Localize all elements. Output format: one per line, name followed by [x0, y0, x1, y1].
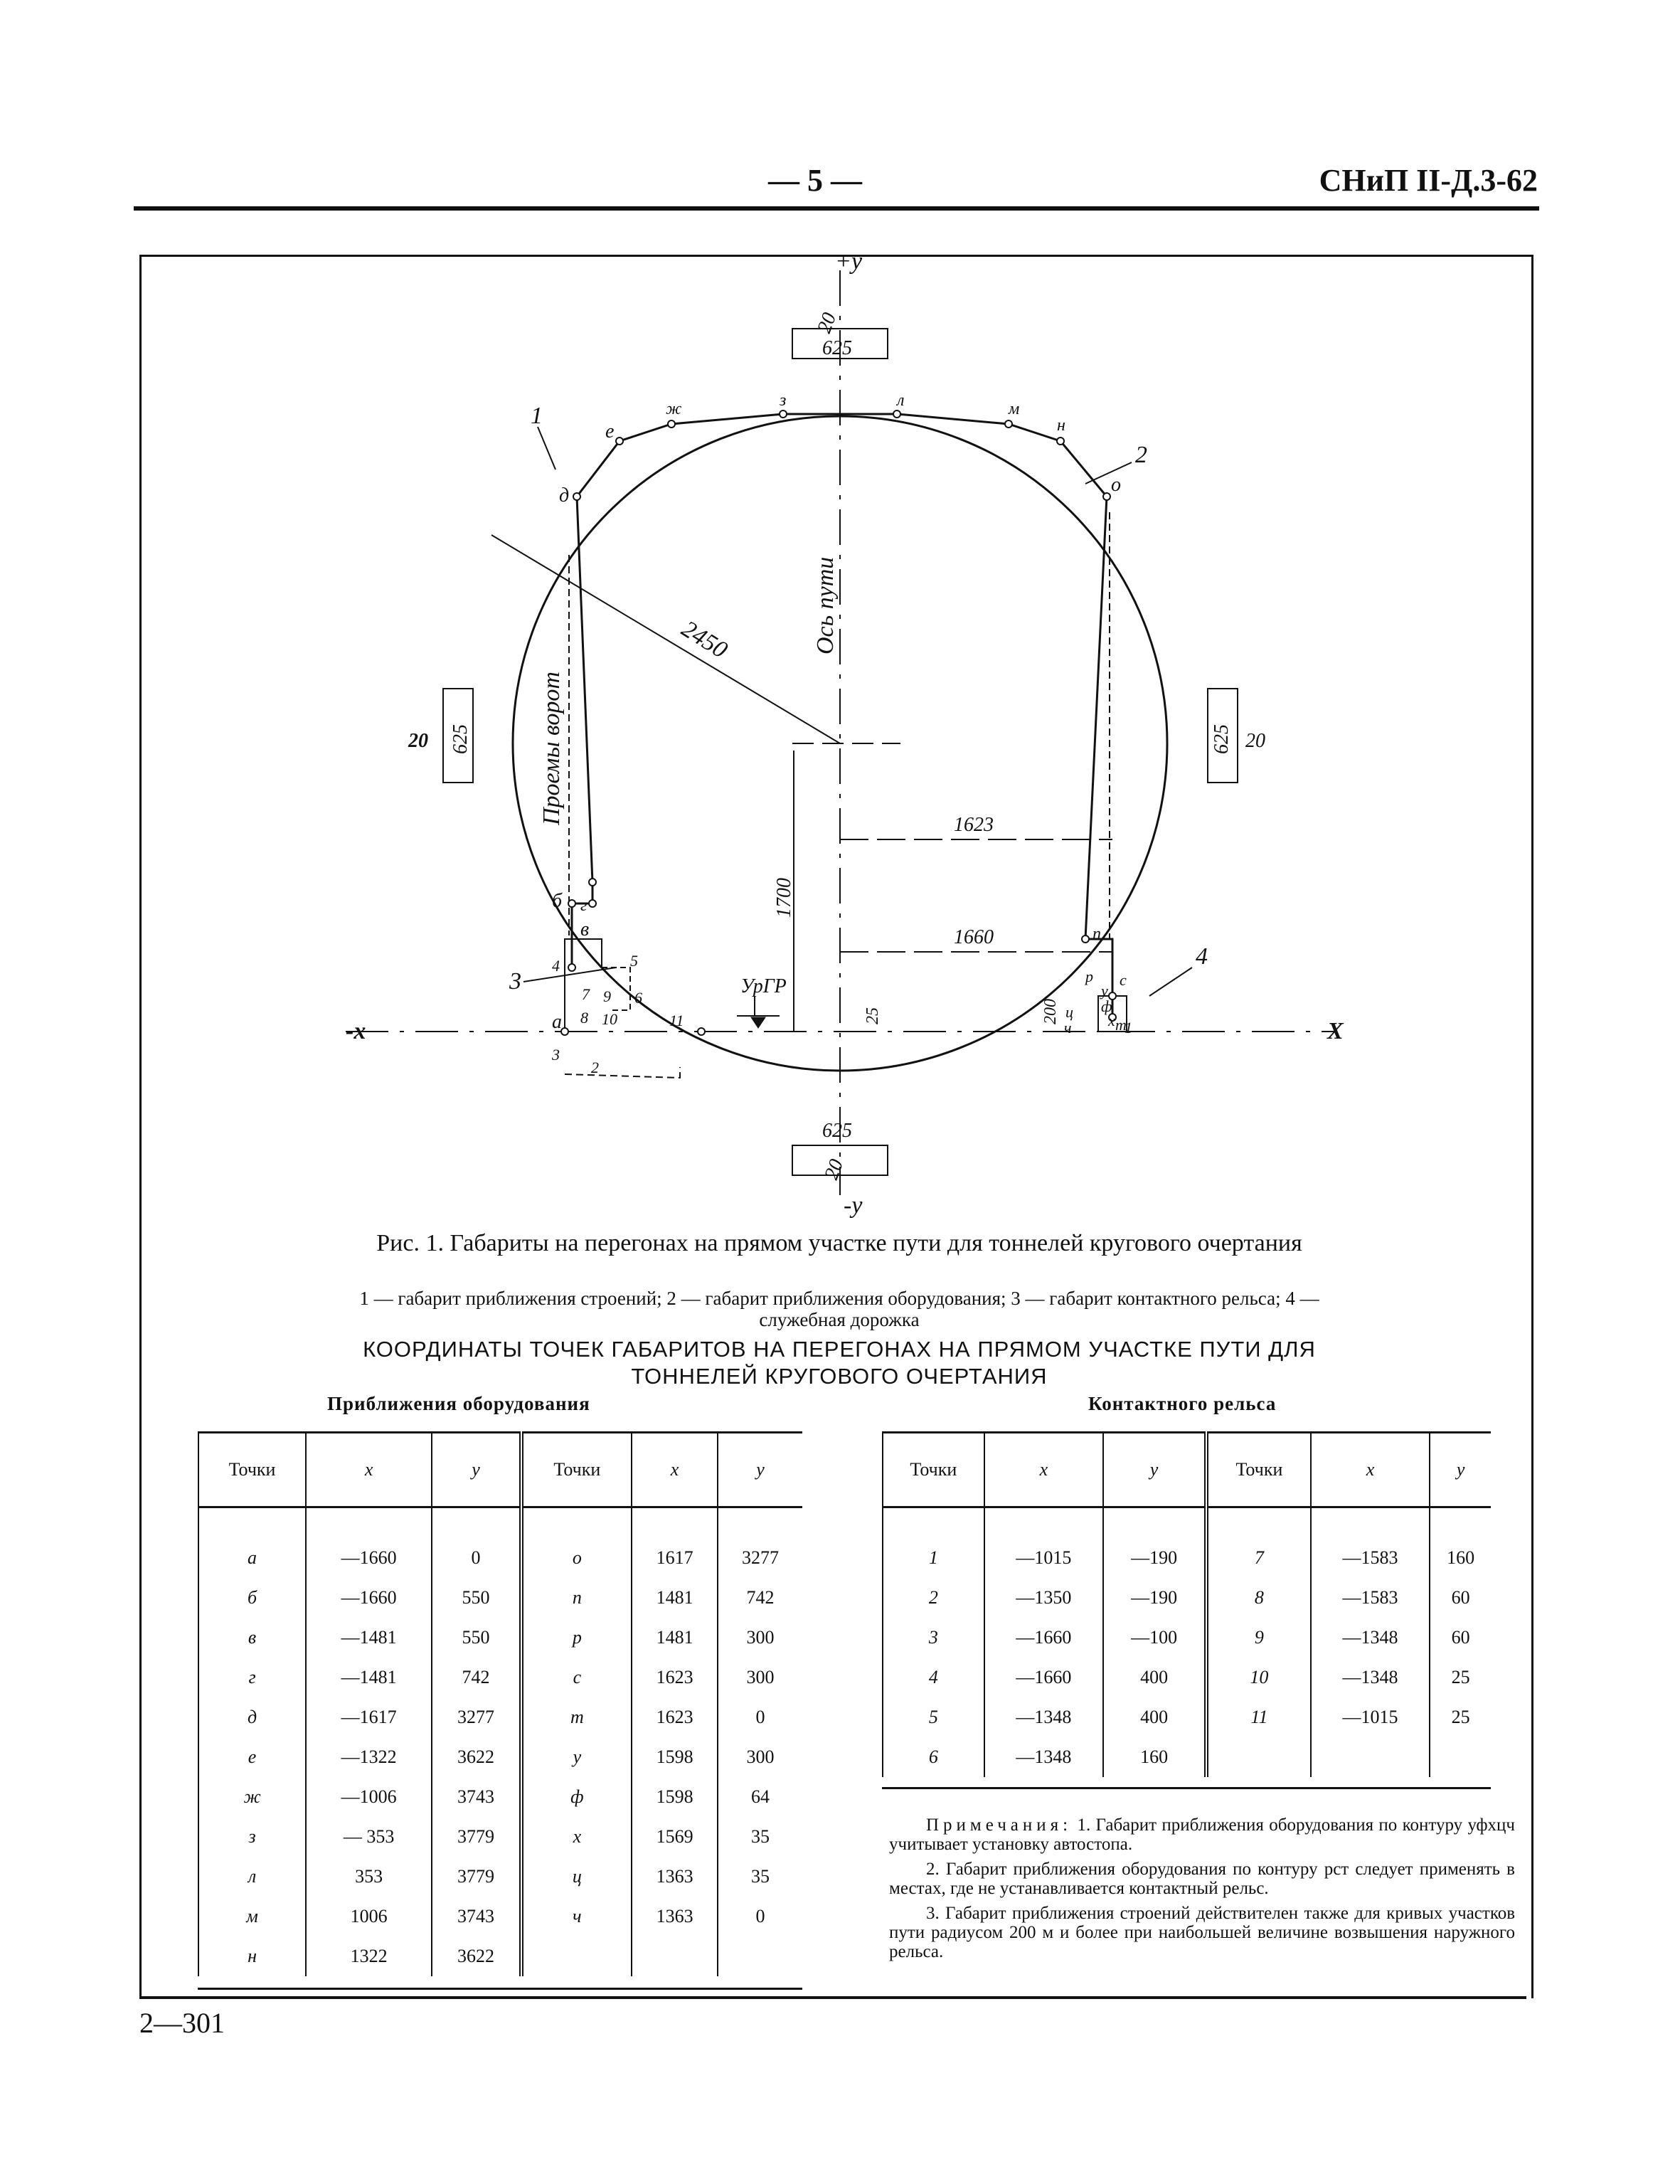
table-cell: р: [521, 1618, 632, 1658]
gate-openings-label: Проемы ворот: [538, 672, 565, 825]
header-rule: [134, 206, 1539, 211]
point-s: с: [1120, 971, 1127, 989]
dim-200: 200: [1041, 999, 1060, 1024]
table-cell: д: [198, 1697, 306, 1737]
table-cell: 60: [1430, 1618, 1491, 1658]
coordinates-title: КООРДИНАТЫ ТОЧЕК ГАБАРИТОВ НА ПЕРЕГОНАХ НА ПРЯМОМ УЧАСТКЕ ПУТИ ДЛЯ ТОННЕЛЕЙ КРУГОВОГО ОЧЕРТАНИЯ: [363, 1337, 1316, 1389]
equipment-table-label: Приближения оборудования: [327, 1393, 590, 1414]
table-cell: 400: [1103, 1697, 1206, 1737]
table-header-row: [198, 1433, 802, 1507]
sheet-number: 2—301: [139, 2007, 225, 2039]
footer-rule: [139, 1996, 1526, 1999]
table-row: [198, 1618, 802, 1658]
table-cell: —1583: [1311, 1538, 1430, 1578]
table-cell: [718, 1936, 802, 1976]
table-cell: 10: [1206, 1658, 1311, 1697]
table-cell: 8: [1206, 1578, 1311, 1618]
dim-25: 25: [863, 1007, 882, 1024]
point-ch: ч: [1064, 1019, 1072, 1037]
table-row: [198, 1777, 802, 1817]
dim-1660: 1660: [954, 926, 994, 948]
table-cell: а: [198, 1538, 306, 1578]
table-cell: 1569: [632, 1817, 718, 1857]
point-o: о: [1111, 474, 1121, 496]
point-r: р: [1085, 968, 1093, 985]
table-cell: 1363: [632, 1857, 718, 1897]
point-n: н: [1057, 416, 1065, 435]
rail-point-2: 2: [591, 1059, 599, 1076]
table-header-row: [883, 1433, 1491, 1507]
table-row: [198, 1578, 802, 1618]
dim-625-top: 625: [822, 337, 852, 359]
table-cell: е: [198, 1737, 306, 1777]
rail-point-1: 1: [1125, 1019, 1132, 1037]
table-cell: 1481: [632, 1578, 718, 1618]
table-cell: 1598: [632, 1737, 718, 1777]
table-row: [883, 1578, 1491, 1618]
table-cell: 353: [306, 1857, 432, 1897]
table-cell: 1623: [632, 1658, 718, 1697]
table-cell: 2: [883, 1578, 984, 1618]
table-cell: 64: [718, 1777, 802, 1817]
axis-x-right-label: X: [1327, 1018, 1344, 1044]
point-m: м: [1009, 400, 1020, 418]
rail-table-bottom-rule: [882, 1787, 1491, 1789]
track-axis-label: Ось пути: [812, 556, 839, 654]
table-cell: 5: [883, 1697, 984, 1737]
table-row: [883, 1658, 1491, 1697]
dim-20-bottom: 20: [820, 1156, 849, 1183]
table-cell: 60: [1430, 1578, 1491, 1618]
table-cell: 9: [1206, 1618, 1311, 1658]
table-cell: м: [198, 1897, 306, 1936]
contour-number-4: 4: [1196, 943, 1208, 970]
table-cell: 1481: [632, 1618, 718, 1658]
dim-625-bottom: 625: [822, 1120, 852, 1142]
dim-625-left: 625: [450, 724, 472, 754]
table-cell: 300: [718, 1737, 802, 1777]
table-cell: 742: [718, 1578, 802, 1618]
table-cell: 11: [1206, 1697, 1311, 1737]
col-x-2: x: [632, 1433, 718, 1507]
notes-heading: Примечания:: [926, 1815, 1073, 1835]
col-x-2: x: [1311, 1433, 1430, 1507]
table-cell: 3779: [432, 1817, 521, 1857]
table-cell: у: [521, 1737, 632, 1777]
table-cell: ч: [521, 1897, 632, 1936]
dim-625-right: 625: [1211, 724, 1233, 754]
table-row: [198, 1697, 802, 1737]
document-code: СНиП II-Д.3-62: [1319, 163, 1538, 198]
col-points: Точки: [883, 1433, 984, 1507]
point-kh: х: [1108, 1012, 1115, 1029]
table-cell: 35: [718, 1857, 802, 1897]
table-cell: [1430, 1737, 1491, 1777]
table-row: [883, 1538, 1491, 1578]
table-cell: —1348: [984, 1737, 1103, 1777]
table-row: [198, 1658, 802, 1697]
radius-label: 2450: [676, 615, 733, 664]
equipment-table-bottom-rule: [198, 1988, 802, 1990]
table-cell: —1660: [984, 1658, 1103, 1697]
col-y: y: [432, 1433, 521, 1507]
rail-point-6: 6: [634, 989, 642, 1007]
table-cell: 742: [432, 1658, 521, 1697]
point-d: д: [559, 484, 570, 507]
table-cell: 1623: [632, 1697, 718, 1737]
table-cell: с: [521, 1658, 632, 1697]
table-cell: в: [198, 1618, 306, 1658]
table-cell: п: [521, 1578, 632, 1618]
dim-1623: 1623: [954, 814, 994, 836]
table-cell: 3622: [432, 1737, 521, 1777]
point-zh: ж: [666, 400, 682, 418]
dim-20-right: 20: [1245, 730, 1265, 752]
note-2: 2. Габарит приближения оборудования по контуру рст следует применять в местах, где не устанавливается контактный рельс.: [889, 1860, 1515, 1898]
rail-point-10: 10: [602, 1010, 617, 1028]
point-b: б: [552, 890, 563, 912]
table-cell: —1350: [984, 1578, 1103, 1618]
table-cell: 0: [432, 1538, 521, 1578]
table-cell: 3277: [432, 1697, 521, 1737]
table-cell: —100: [1103, 1618, 1206, 1658]
table-cell: 35: [718, 1817, 802, 1857]
rail-point-11: 11: [669, 1012, 684, 1029]
table-cell: з: [198, 1817, 306, 1857]
table-cell: —1660: [306, 1538, 432, 1578]
table-cell: 1006: [306, 1897, 432, 1936]
dim-1700: 1700: [773, 878, 795, 918]
table-cell: н: [198, 1936, 306, 1976]
table-cell: 4: [883, 1658, 984, 1697]
table-cell: 550: [432, 1618, 521, 1658]
table-cell: 3277: [718, 1538, 802, 1578]
table-cell: 1617: [632, 1538, 718, 1578]
table-row: [198, 1857, 802, 1897]
table-cell: 0: [718, 1897, 802, 1936]
table-cell: 300: [718, 1618, 802, 1658]
point-p: п: [1092, 925, 1101, 943]
table-cell: —1348: [984, 1697, 1103, 1737]
table-row: [198, 1897, 802, 1936]
table-cell: [632, 1936, 718, 1976]
table-cell: [521, 1936, 632, 1976]
table-cell: —1617: [306, 1697, 432, 1737]
rail-head-label: УрГР: [740, 975, 787, 997]
rail-table-body: [883, 1507, 1491, 1778]
table-cell: —1348: [1311, 1618, 1430, 1658]
table-cell: — 353: [306, 1817, 432, 1857]
col-y-2: y: [1430, 1433, 1491, 1507]
note-1: 1. Габарит приближения оборудования по контуру уфхцч учитывает установку автостопа.: [889, 1815, 1515, 1854]
equipment-coordinates-table: [198, 1431, 802, 1976]
table-cell: 1322: [306, 1936, 432, 1976]
axis-y-top-label: +y: [835, 256, 863, 275]
table-cell: —1015: [984, 1538, 1103, 1578]
table-cell: —190: [1103, 1578, 1206, 1618]
table-cell: —1348: [1311, 1658, 1430, 1697]
table-cell: 160: [1430, 1538, 1491, 1578]
table-row: [883, 1618, 1491, 1658]
table-row: [198, 1737, 802, 1777]
table-cell: —1322: [306, 1737, 432, 1777]
col-points: Точки: [198, 1433, 306, 1507]
col-x: x: [306, 1433, 432, 1507]
table-cell: 1598: [632, 1777, 718, 1817]
contour-number-2: 2: [1135, 442, 1147, 468]
axis-x-left-label: -x: [346, 1018, 366, 1044]
rail-point-9: 9: [603, 987, 611, 1005]
figure-caption: Рис. 1. Габариты на перегонах на прямом участке пути для тоннелей кругового очертания: [376, 1230, 1302, 1256]
table-cell: г: [198, 1658, 306, 1697]
table-cell: 6: [883, 1737, 984, 1777]
table-row: [198, 1538, 802, 1578]
table-cell: 1363: [632, 1897, 718, 1936]
table-cell: ж: [198, 1777, 306, 1817]
table-cell: 0: [718, 1697, 802, 1737]
col-points-2: Точки: [1206, 1433, 1311, 1507]
col-points-2: Точки: [521, 1433, 632, 1507]
table-cell: о: [521, 1538, 632, 1578]
table-cell: т: [521, 1697, 632, 1737]
table-cell: —1660: [306, 1578, 432, 1618]
point-e: е: [605, 420, 615, 442]
table-cell: —190: [1103, 1538, 1206, 1578]
contour-number-3: 3: [509, 968, 521, 995]
point-a: а: [552, 1011, 562, 1033]
page-number: — 5 —: [768, 163, 862, 198]
dim-20-left: 20: [408, 730, 428, 752]
rail-point-5: 5: [630, 952, 638, 970]
table-cell: —1481: [306, 1618, 432, 1658]
point-v: в: [580, 918, 590, 940]
table-cell: ф: [521, 1777, 632, 1817]
table-cell: л: [198, 1857, 306, 1897]
table-cell: 1: [883, 1538, 984, 1578]
table-cell: —1660: [984, 1618, 1103, 1658]
contour-number-1: 1: [531, 403, 543, 429]
col-x: x: [984, 1433, 1103, 1507]
table-cell: 3779: [432, 1857, 521, 1897]
axis-y-bottom-label: -y: [844, 1192, 863, 1219]
col-y: y: [1103, 1433, 1206, 1507]
table-cell: 300: [718, 1658, 802, 1697]
table-cell: б: [198, 1578, 306, 1618]
point-g: г: [580, 896, 588, 915]
table-cell: 3743: [432, 1777, 521, 1817]
table-row: [198, 1936, 802, 1976]
col-y-2: y: [718, 1433, 802, 1507]
rail-point-7: 7: [582, 985, 590, 1003]
figure-legend: 1 — габарит приближения строений; 2 — габарит приближения оборудования; 3 — габарит контактного рельса; 4 — служебная дорожка: [359, 1288, 1319, 1330]
table-cell: 3743: [432, 1897, 521, 1936]
rail-point-3: 3: [552, 1046, 560, 1064]
table-cell: 7: [1206, 1538, 1311, 1578]
table-row: [883, 1737, 1491, 1777]
table-cell: 400: [1103, 1658, 1206, 1697]
point-ts: ц: [1065, 1003, 1073, 1021]
table-cell: [1206, 1737, 1311, 1777]
table-row: [198, 1817, 802, 1857]
table-cell: —1015: [1311, 1697, 1430, 1737]
table-row: [883, 1697, 1491, 1737]
rail-point-4: 4: [552, 957, 560, 975]
table-cell: 160: [1103, 1737, 1206, 1777]
point-l: л: [897, 391, 905, 410]
table-cell: [1311, 1737, 1430, 1777]
table-cell: —1481: [306, 1658, 432, 1697]
note-3: 3. Габарит приближения строений действителен также для кривых участков пути радиусом 200 м и более при наибольшей величине возвышения наружного рельса.: [889, 1904, 1515, 1961]
table-cell: 25: [1430, 1697, 1491, 1737]
rail-coordinates-table: [882, 1431, 1491, 1777]
point-z: з: [780, 391, 787, 410]
rail-point-8: 8: [580, 1009, 588, 1027]
point-f: ф: [1101, 997, 1112, 1015]
point-t: т: [1115, 1016, 1127, 1034]
table-cell: х: [521, 1817, 632, 1857]
table-cell: 25: [1430, 1658, 1491, 1697]
table-cell: ц: [521, 1857, 632, 1897]
table-cell: 550: [432, 1578, 521, 1618]
notes: [889, 1815, 1515, 1967]
dim-20-top: 20: [813, 309, 841, 336]
table-cell: —1006: [306, 1777, 432, 1817]
point-u: у: [1101, 982, 1108, 1000]
equipment-contour: [572, 414, 1112, 1017]
table-cell: 3: [883, 1618, 984, 1658]
equipment-table-body: [198, 1507, 802, 1977]
tunnel-clearance-diagram: [139, 256, 1526, 1224]
rail-table-label: Контактного рельса: [1088, 1393, 1277, 1414]
table-cell: 3622: [432, 1936, 521, 1976]
table-cell: —1583: [1311, 1578, 1430, 1618]
